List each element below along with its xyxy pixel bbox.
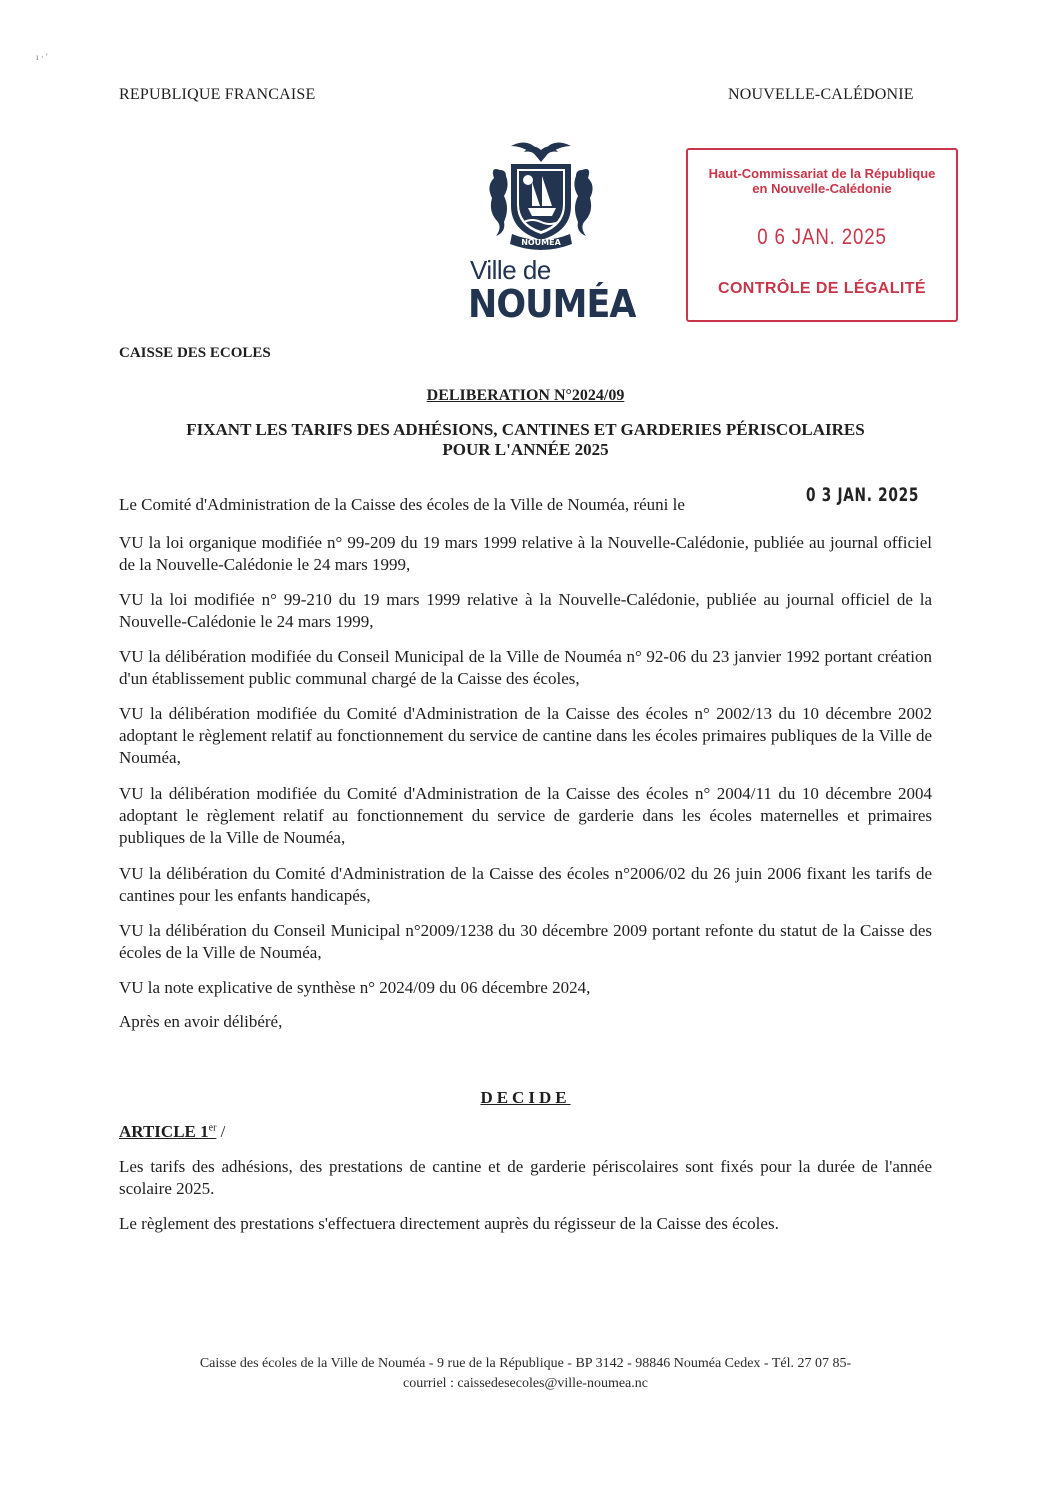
after-deliberation: Après en avoir délibéré, [119, 1012, 283, 1031]
decide-text: DECIDE [480, 1088, 571, 1107]
logo-banner-text: NOUMEA [521, 238, 561, 247]
considerant-6: VU la délibération du Comité d'Administration de la Caisse des écoles n°2006/02 du 26 juin 2006 fixant les tarifs de cantines pour les enfants handicapés, [119, 864, 932, 905]
organization-name: CAISSE DES ECOLES [119, 345, 271, 361]
scan-artifact: ı · ' [36, 52, 48, 62]
stamp-date: 0 6 JAN. 2025 [757, 224, 887, 249]
article-1-paragraph-2: Le règlement des prestations s'effectuera directement auprès du régisseur de la Caisse des écoles. [119, 1214, 779, 1233]
footer-email: courriel : caissedesecoles@ville-noumea.nc [403, 1376, 648, 1391]
article-1-paragraph-1: Les tarifs des adhésions, des prestations de cantine et de garderie périscolaires sont fixés pour la durée de l'année scolaire 2025. [119, 1157, 932, 1198]
considerant-4: VU la délibération modifiée du Comité d'Administration de la Caisse des écoles n° 2002/13 du 10 décembre 2002 adoptant le règlement relatif au fonctionnement du service de cantine dans les écoles primaires publiques de la Ville de Nouméa, [119, 704, 932, 767]
considerant-2: VU la loi modifiée n° 99-210 du 19 mars 1999 relative à la Nouvelle-Calédonie, publiée au journal officiel de la Nouvelle-Calédonie le 24 mars 1999, [119, 590, 932, 631]
stamp-authority-line2: en Nouvelle-Calédonie [752, 181, 892, 196]
title-line-2: POUR L'ANNÉE 2025 [442, 440, 609, 459]
considerant-8: VU la note explicative de synthèse n° 2024/09 du 06 décembre 2024, [119, 978, 591, 997]
footer-address: Caisse des écoles de la Ville de Nouméa - 9 rue de la République - BP 3142 - 98846 Nouméa Cedex - Tél. 27 07 85- [199, 1356, 852, 1371]
document-title [100, 420, 951, 460]
article-1-heading [119, 1122, 225, 1142]
considerant-1: VU la loi organique modifiée n° 99-209 du 19 mars 1999 relative à la Nouvelle-Calédonie, publiée au journal officiel de la Nouvelle-Calédonie le 24 mars 1999, [119, 533, 932, 574]
logo-ville-de: Ville de [470, 255, 551, 285]
page-footer [80, 1354, 971, 1394]
deliberation-number [0, 387, 1051, 405]
logo-noumea: NOUMÉA [468, 282, 636, 326]
title-line-1: FIXANT LES TARIFS DES ADHÉSIONS, CANTINES ET GARDERIES PÉRISCOLAIRES [186, 420, 865, 439]
header-republique: REPUBLIQUE FRANCAISE [119, 86, 316, 103]
considerant-5: VU la délibération modifiée du Comité d'Administration de la Caisse des écoles n° 2004/11 du 10 décembre 2004 adoptant le règlement relatif au fonctionnement du service de garderie dans les écoles maternelles et primaires publiques de la Ville de Nouméa, [119, 784, 932, 847]
article-superscript: er [208, 1122, 217, 1134]
article-slash: / [216, 1122, 226, 1141]
article-label-text: ARTICLE 1 [119, 1122, 209, 1141]
header-territory: NOUVELLE-CALÉDONIE [728, 86, 914, 103]
article-label [119, 1122, 216, 1141]
considerant-7: VU la délibération du Conseil Municipal n°2009/1238 du 30 décembre 2009 portant refonte du statut de la Caisse des écoles de la Ville de Nouméa, [119, 921, 932, 962]
legality-control-stamp [686, 148, 958, 322]
intro-text: Le Comité d'Administration de la Caisse des écoles de la Ville de Nouméa, réuni le [119, 495, 685, 514]
deliberation-number-text: DELIBERATION N°2024/09 [426, 387, 625, 404]
stamp-authority-line1: Haut-Commissariat de la République [708, 166, 936, 181]
decide-heading [0, 1088, 1051, 1108]
considerant-3: VU la délibération modifiée du Conseil Municipal de la Ville de Nouméa n° 92-06 du 23 janvier 1992 portant création d'un établissement public communal chargé de la Caisse des écoles, [119, 647, 932, 688]
stamp-label: CONTRÔLE DE LÉGALITÉ [718, 280, 926, 297]
coat-of-arms-icon [466, 136, 616, 254]
ville-de-noumea-logo [466, 136, 636, 328]
meeting-date-stamp: 0 3 JAN. 2025 [806, 484, 920, 506]
